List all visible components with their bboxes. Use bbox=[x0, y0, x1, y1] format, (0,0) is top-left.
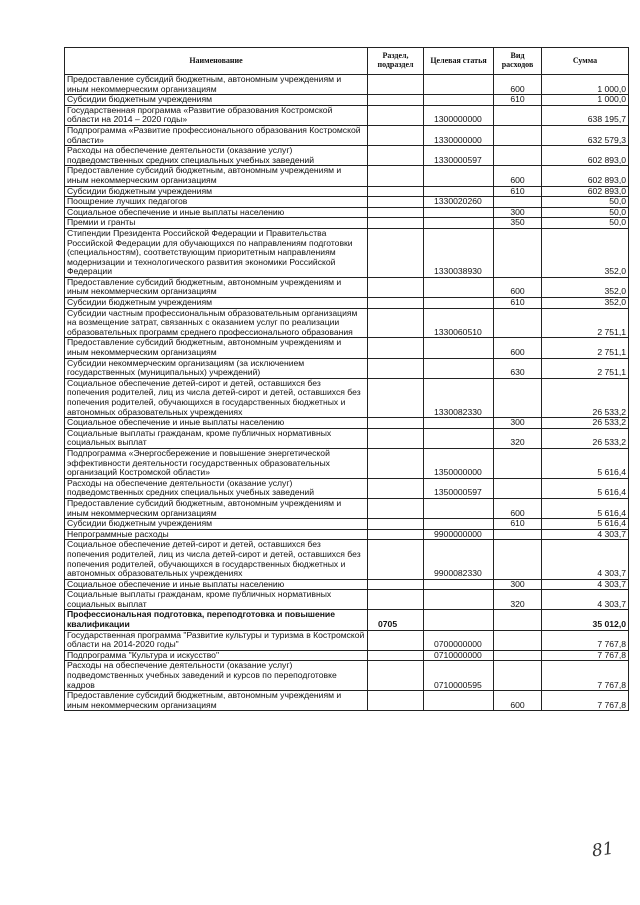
cell-expense-type bbox=[494, 197, 542, 208]
cell-section bbox=[368, 95, 424, 106]
table-row bbox=[65, 498, 629, 518]
cell-expense-type: 320 bbox=[494, 590, 542, 610]
cell-name: Предоставление субсидий бюджетным, автономным учреждениям и иным некоммерческим организациям bbox=[65, 338, 368, 358]
cell-sum: 4 303,7 bbox=[542, 529, 629, 540]
table-row bbox=[65, 650, 629, 661]
cell-sum: 352,0 bbox=[542, 277, 629, 297]
cell-target-article: 9900000000 bbox=[424, 529, 494, 540]
cell-sum: 4 303,7 bbox=[542, 590, 629, 610]
table-row bbox=[65, 529, 629, 540]
cell-target-article: 0710000000 bbox=[424, 650, 494, 661]
cell-section bbox=[368, 197, 424, 208]
cell-sum: 5 616,4 bbox=[542, 519, 629, 530]
table-row bbox=[65, 519, 629, 530]
cell-target-article: 1330060510 bbox=[424, 308, 494, 338]
cell-name: Субсидии частным профессиональным образовательным организациям на возмещение затрат, связанных с оказанием услуг по реализации образовательных программ среднего профессионального образования bbox=[65, 308, 368, 338]
cell-sum: 638 195,7 bbox=[542, 105, 629, 125]
table-row bbox=[65, 207, 629, 218]
cell-name: Непрограммные расходы bbox=[65, 529, 368, 540]
cell-section bbox=[368, 650, 424, 661]
cell-expense-type: 300 bbox=[494, 207, 542, 218]
table-row bbox=[65, 277, 629, 297]
cell-sum: 35 012,0 bbox=[542, 610, 629, 630]
table-row bbox=[65, 378, 629, 417]
cell-name: Государственная программа "Развитие культуры и туризма в Костромской области на 2014-2020 годы" bbox=[65, 630, 368, 650]
cell-sum: 26 533,2 bbox=[542, 418, 629, 429]
cell-section bbox=[368, 428, 424, 448]
table-row bbox=[65, 661, 629, 691]
cell-sum: 50,0 bbox=[542, 197, 629, 208]
cell-expense-type bbox=[494, 448, 542, 478]
cell-section bbox=[368, 529, 424, 540]
table-row bbox=[65, 308, 629, 338]
cell-target-article bbox=[424, 218, 494, 229]
cell-expense-type bbox=[494, 105, 542, 125]
cell-name: Субсидии бюджетным учреждениям bbox=[65, 95, 368, 106]
table-row bbox=[65, 298, 629, 309]
cell-sum: 7 767,8 bbox=[542, 661, 629, 691]
cell-sum: 50,0 bbox=[542, 218, 629, 229]
cell-target-article bbox=[424, 207, 494, 218]
table-row bbox=[65, 630, 629, 650]
table-row bbox=[65, 186, 629, 197]
cell-expense-type: 610 bbox=[494, 186, 542, 197]
cell-target-article bbox=[424, 298, 494, 309]
cell-section bbox=[368, 207, 424, 218]
cell-section bbox=[368, 590, 424, 610]
cell-sum: 602 893,0 bbox=[542, 166, 629, 186]
cell-section bbox=[368, 691, 424, 711]
page-number-handwritten: 81 bbox=[590, 838, 615, 862]
col-header-type: Вид расходов bbox=[494, 48, 542, 75]
cell-section bbox=[368, 630, 424, 650]
cell-target-article: 1330038930 bbox=[424, 228, 494, 277]
table-row bbox=[65, 105, 629, 125]
cell-name: Социальные выплаты гражданам, кроме публичных нормативных социальных выплат bbox=[65, 590, 368, 610]
table-row bbox=[65, 75, 629, 95]
cell-section: 0705 bbox=[368, 610, 424, 630]
cell-sum: 2 751,1 bbox=[542, 358, 629, 378]
cell-section bbox=[368, 338, 424, 358]
cell-target-article bbox=[424, 519, 494, 530]
cell-expense-type: 610 bbox=[494, 95, 542, 106]
cell-sum: 1 000,0 bbox=[542, 95, 629, 106]
cell-expense-type: 300 bbox=[494, 418, 542, 429]
cell-expense-type: 610 bbox=[494, 298, 542, 309]
cell-sum: 4 303,7 bbox=[542, 540, 629, 579]
cell-name: Социальное обеспечение и иные выплаты населению bbox=[65, 579, 368, 590]
cell-section bbox=[368, 519, 424, 530]
cell-name: Расходы на обеспечение деятельности (оказание услуг) подведомственных учебных заведений и курсов по переподготовке кадров bbox=[65, 661, 368, 691]
table-row bbox=[65, 218, 629, 229]
table-row bbox=[65, 418, 629, 429]
table-row bbox=[65, 166, 629, 186]
table-body bbox=[65, 75, 629, 711]
cell-name: Государственная программа «Развитие образования Костромской области на 2014 – 2020 годы» bbox=[65, 105, 368, 125]
cell-target-article bbox=[424, 277, 494, 297]
table-row bbox=[65, 338, 629, 358]
col-header-section: Раздел, подраздел bbox=[368, 48, 424, 75]
table-header-row bbox=[65, 48, 629, 75]
cell-expense-type: 350 bbox=[494, 218, 542, 229]
table-row bbox=[65, 428, 629, 448]
cell-expense-type: 320 bbox=[494, 428, 542, 448]
cell-expense-type: 600 bbox=[494, 277, 542, 297]
cell-name: Профессиональная подготовка, переподготовка и повышение квалификации bbox=[65, 610, 368, 630]
cell-sum: 7 767,8 bbox=[542, 691, 629, 711]
cell-target-article bbox=[424, 95, 494, 106]
table-row bbox=[65, 691, 629, 711]
cell-sum: 5 616,4 bbox=[542, 448, 629, 478]
cell-section bbox=[368, 277, 424, 297]
cell-target-article bbox=[424, 186, 494, 197]
cell-expense-type: 300 bbox=[494, 579, 542, 590]
cell-target-article bbox=[424, 579, 494, 590]
col-header-sum: Сумма bbox=[542, 48, 629, 75]
budget-table bbox=[64, 47, 629, 711]
cell-name: Поощрение лучших педагогов bbox=[65, 197, 368, 208]
cell-sum: 632 579,3 bbox=[542, 125, 629, 145]
cell-sum: 1 000,0 bbox=[542, 75, 629, 95]
cell-expense-type: 630 bbox=[494, 358, 542, 378]
cell-expense-type bbox=[494, 529, 542, 540]
cell-target-article bbox=[424, 610, 494, 630]
table-row bbox=[65, 610, 629, 630]
cell-section bbox=[368, 298, 424, 309]
cell-expense-type bbox=[494, 540, 542, 579]
table-row bbox=[65, 197, 629, 208]
cell-target-article: 1350000000 bbox=[424, 448, 494, 478]
table-row bbox=[65, 579, 629, 590]
cell-expense-type bbox=[494, 478, 542, 498]
cell-target-article: 0710000595 bbox=[424, 661, 494, 691]
cell-expense-type bbox=[494, 661, 542, 691]
cell-section bbox=[368, 125, 424, 145]
cell-target-article: 1350000597 bbox=[424, 478, 494, 498]
col-header-target: Целевая статья bbox=[424, 48, 494, 75]
cell-target-article bbox=[424, 75, 494, 95]
cell-name: Стипендии Президента Российской Федерации и Правительства Российской Федерации для обучающихся по направлениям подготовки (специальностям), соответствующим приоритетным направлениям модернизации и технологического развития экономики Российской Федерации bbox=[65, 228, 368, 277]
cell-target-article bbox=[424, 166, 494, 186]
cell-sum: 5 616,4 bbox=[542, 498, 629, 518]
col-header-name: Наименование bbox=[65, 48, 368, 75]
cell-target-article: 1330020260 bbox=[424, 197, 494, 208]
cell-section bbox=[368, 540, 424, 579]
cell-sum: 26 533,2 bbox=[542, 428, 629, 448]
cell-expense-type: 600 bbox=[494, 498, 542, 518]
cell-name: Предоставление субсидий бюджетным, автономным учреждениям и иным некоммерческим организациям bbox=[65, 75, 368, 95]
cell-section bbox=[368, 308, 424, 338]
cell-expense-type bbox=[494, 630, 542, 650]
cell-name: Субсидии бюджетным учреждениям bbox=[65, 186, 368, 197]
cell-target-article: 0700000000 bbox=[424, 630, 494, 650]
cell-name: Социальное обеспечение и иные выплаты населению bbox=[65, 418, 368, 429]
cell-sum: 50,0 bbox=[542, 207, 629, 218]
cell-target-article bbox=[424, 338, 494, 358]
cell-sum: 5 616,4 bbox=[542, 478, 629, 498]
cell-sum: 26 533,2 bbox=[542, 378, 629, 417]
cell-section bbox=[368, 75, 424, 95]
cell-sum: 7 767,8 bbox=[542, 650, 629, 661]
table-row bbox=[65, 228, 629, 277]
cell-section bbox=[368, 105, 424, 125]
cell-name: Субсидии бюджетным учреждениям bbox=[65, 519, 368, 530]
cell-target-article: 1330000000 bbox=[424, 125, 494, 145]
table-row bbox=[65, 448, 629, 478]
cell-sum: 2 751,1 bbox=[542, 338, 629, 358]
cell-expense-type: 600 bbox=[494, 75, 542, 95]
cell-section bbox=[368, 478, 424, 498]
cell-name: Расходы на обеспечение деятельности (оказание услуг) подведомственных средних специальных учебных заведений bbox=[65, 478, 368, 498]
cell-name: Предоставление субсидий бюджетным, автономным учреждениям и иным некоммерческим организациям bbox=[65, 691, 368, 711]
cell-section bbox=[368, 448, 424, 478]
cell-section bbox=[368, 498, 424, 518]
table-row bbox=[65, 590, 629, 610]
cell-expense-type bbox=[494, 650, 542, 661]
table-row bbox=[65, 478, 629, 498]
cell-target-article bbox=[424, 590, 494, 610]
cell-sum: 602 893,0 bbox=[542, 146, 629, 166]
cell-section bbox=[368, 418, 424, 429]
cell-section bbox=[368, 378, 424, 417]
cell-name: Предоставление субсидий бюджетным, автономным учреждениям и иным некоммерческим организациям bbox=[65, 498, 368, 518]
cell-name: Социальное обеспечение детей-сирот и детей, оставшихся без попечения родителей, лиц из числа детей-сирот и детей, оставшихся без попечения родителей, обучающихся в государственных бюджетных и автономных образовательных учреждениях bbox=[65, 540, 368, 579]
cell-target-article: 1300000000 bbox=[424, 105, 494, 125]
cell-section bbox=[368, 186, 424, 197]
cell-name: Социальные выплаты гражданам, кроме публичных нормативных социальных выплат bbox=[65, 428, 368, 448]
cell-target-article bbox=[424, 691, 494, 711]
cell-expense-type bbox=[494, 125, 542, 145]
cell-name: Предоставление субсидий бюджетным, автономным учреждениям и иным некоммерческим организациям bbox=[65, 277, 368, 297]
cell-section bbox=[368, 579, 424, 590]
cell-expense-type bbox=[494, 378, 542, 417]
cell-expense-type bbox=[494, 308, 542, 338]
cell-target-article: 1330000597 bbox=[424, 146, 494, 166]
cell-section bbox=[368, 166, 424, 186]
cell-section bbox=[368, 218, 424, 229]
cell-section bbox=[368, 228, 424, 277]
cell-target-article bbox=[424, 358, 494, 378]
cell-target-article: 9900082330 bbox=[424, 540, 494, 579]
cell-sum: 7 767,8 bbox=[542, 630, 629, 650]
cell-sum: 4 303,7 bbox=[542, 579, 629, 590]
table-row bbox=[65, 95, 629, 106]
cell-target-article bbox=[424, 418, 494, 429]
cell-name: Подпрограмма "Культура и искусство" bbox=[65, 650, 368, 661]
cell-section bbox=[368, 358, 424, 378]
cell-expense-type bbox=[494, 146, 542, 166]
cell-name: Социальное обеспечение детей-сирот и детей, оставшихся без попечения родителей, лиц из числа детей-сирот и детей, оставшихся без попечения родителей, обучающихся в государственных бюджетных и автономных образовательных учреждениях bbox=[65, 378, 368, 417]
cell-name: Подпрограмма «Развитие профессионального образования Костромской области» bbox=[65, 125, 368, 145]
cell-expense-type: 600 bbox=[494, 338, 542, 358]
cell-expense-type bbox=[494, 610, 542, 630]
cell-expense-type: 600 bbox=[494, 691, 542, 711]
cell-name: Премии и гранты bbox=[65, 218, 368, 229]
table-row bbox=[65, 125, 629, 145]
cell-sum: 602 893,0 bbox=[542, 186, 629, 197]
table-row bbox=[65, 540, 629, 579]
cell-target-article bbox=[424, 428, 494, 448]
cell-name: Социальное обеспечение и иные выплаты населению bbox=[65, 207, 368, 218]
cell-name: Расходы на обеспечение деятельности (оказание услуг) подведомственных средних специальных учебных заведений bbox=[65, 146, 368, 166]
cell-expense-type: 600 bbox=[494, 166, 542, 186]
cell-sum: 352,0 bbox=[542, 298, 629, 309]
cell-expense-type: 610 bbox=[494, 519, 542, 530]
cell-expense-type bbox=[494, 228, 542, 277]
cell-target-article bbox=[424, 498, 494, 518]
cell-section bbox=[368, 661, 424, 691]
cell-target-article: 1330082330 bbox=[424, 378, 494, 417]
cell-section bbox=[368, 146, 424, 166]
cell-sum: 2 751,1 bbox=[542, 308, 629, 338]
cell-sum: 352,0 bbox=[542, 228, 629, 277]
table-row bbox=[65, 146, 629, 166]
cell-name: Субсидии бюджетным учреждениям bbox=[65, 298, 368, 309]
cell-name: Подпрограмма «Энергосбережение и повышение энергетической эффективности деятельности государственных образовательных организаций Костромской области» bbox=[65, 448, 368, 478]
cell-name: Субсидии некоммерческим организациям (за исключением государственных (муниципальных) учреждений) bbox=[65, 358, 368, 378]
table-row bbox=[65, 358, 629, 378]
cell-name: Предоставление субсидий бюджетным, автономным учреждениям и иным некоммерческим организациям bbox=[65, 166, 368, 186]
